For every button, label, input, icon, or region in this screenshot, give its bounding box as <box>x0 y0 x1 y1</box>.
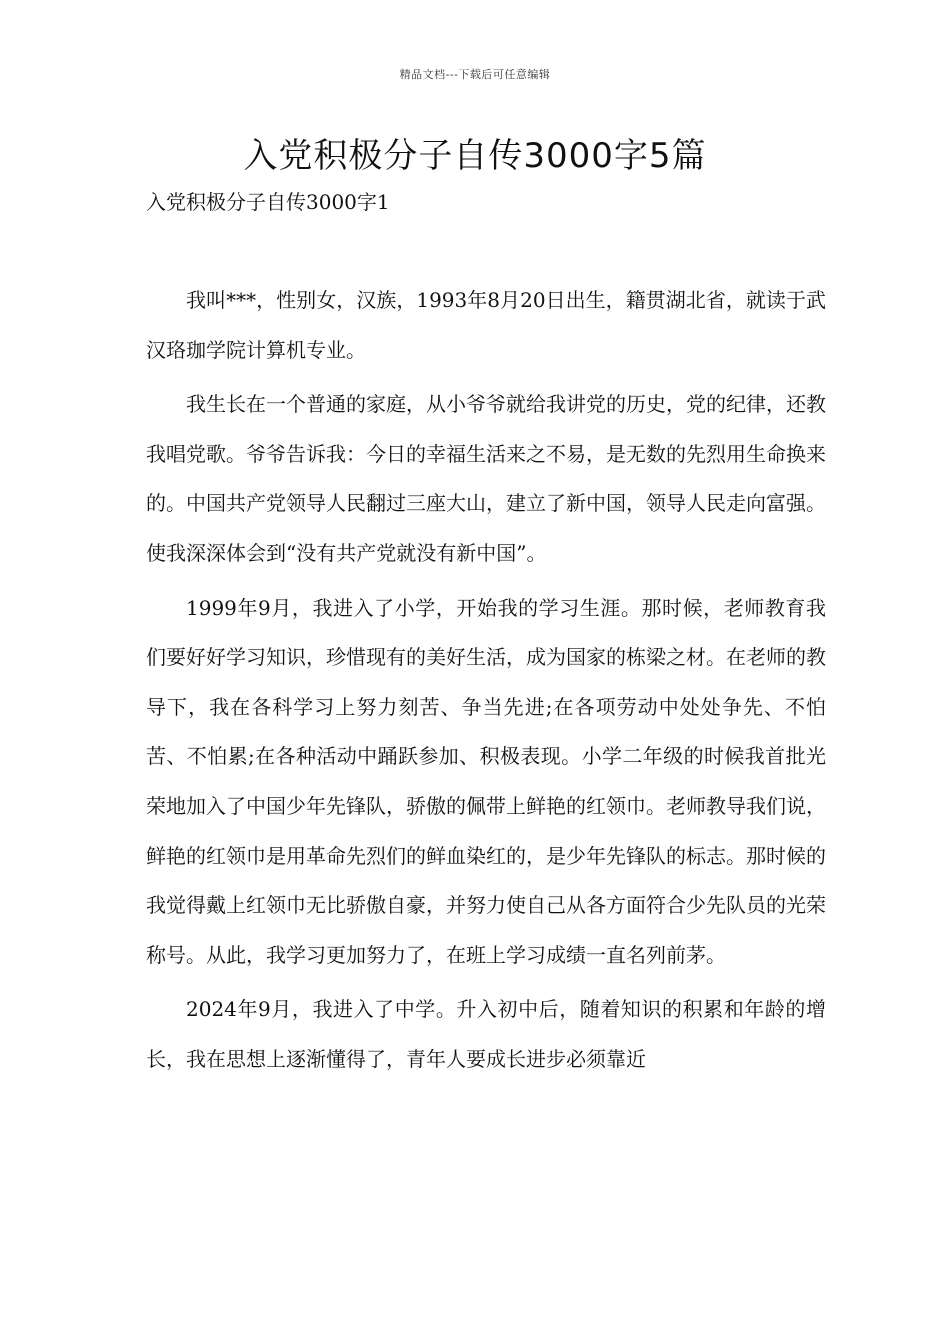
paragraph: 我生长在一个普通的家庭，从小爷爷就给我讲党的历史，党的纪律，还教我唱党歌。爷爷告诉我：今日的幸福生活来之不易，是无数的先烈用生命换来的。中国共产党领导人民翻过三座大山，建立了新中国，领导人民走向富强。使我深深体会到“没有共产党就没有新中国”。 <box>146 392 826 565</box>
section-subtitle: 入党积极分子自传3000字1 <box>146 190 390 214</box>
paragraph: 2024年9月，我进入了中学。升入初中后，随着知识的积累和年龄的增长，我在思想上逐渐懂得了，青年人要成长进步必须靠近 <box>146 997 826 1071</box>
document-title: 入党积极分子自传3000字5篇 <box>243 136 707 176</box>
paragraph: 我叫***，性别女，汉族，1993年8月20日出生，籍贯湖北省，就读于武汉珞珈学院计算机专业。 <box>146 288 826 362</box>
body-text <box>146 276 826 1090</box>
header-note: 精品文档---下载后可任意编辑 <box>399 68 551 81</box>
paragraph: 1999年9月，我进入了小学，开始我的学习生涯。那时候，老师教育我们要好好学习知识，珍惜现有的美好生活，成为国家的栋梁之材。在老师的教导下，我在各科学习上努力刻苦、争当先进;在各项劳动中处处争先、不怕苦、不怕累;在各种活动中踊跃参加、积极表现。小学二年级的时候我首批光荣地加入了中国少年先锋队，骄傲的佩带上鲜艳的红领巾。老师教导我们说，鲜艳的红领巾是用革命先烈们的鲜血染红的，是少年先锋队的标志。那时候的我觉得戴上红领巾无比骄傲自豪，并努力使自己从各方面符合少先队员的光荣称号。从此，我学习更加努力了，在班上学习成绩一直名列前茅。 <box>146 595 826 967</box>
